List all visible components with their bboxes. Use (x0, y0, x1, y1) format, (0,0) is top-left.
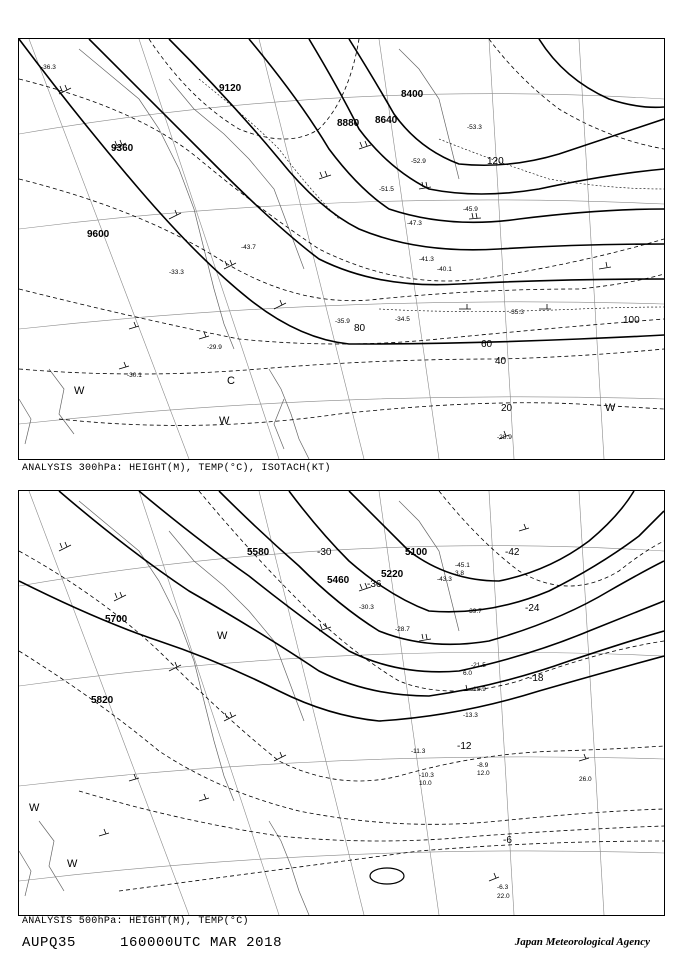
coastlines (19, 49, 459, 459)
temp-label: -45.9 (463, 206, 478, 213)
warm-center-label: W (605, 402, 616, 414)
height-label: 8400 (401, 89, 424, 100)
map-canvas-300hpa (19, 39, 664, 459)
dewpoint-label: 10.0 (419, 780, 432, 787)
temp-label: -30.3 (359, 604, 374, 611)
temp-label: -33.3 (169, 269, 184, 276)
isotherm-label: -18 (529, 673, 544, 684)
height-label: 5220 (381, 569, 404, 580)
temp-label: -8.9 (477, 762, 489, 769)
isotach-labels (354, 156, 640, 414)
height-label: 5580 (247, 547, 270, 558)
height-label: 8640 (375, 115, 398, 126)
dewpoint-label: 12.0 (477, 770, 490, 777)
isotachs (199, 79, 664, 312)
temp-label: -15.9 (471, 686, 486, 693)
height-label: 8880 (337, 118, 360, 129)
isotherm-label: -42 (505, 547, 520, 558)
temp-label: -35.3 (509, 309, 524, 316)
map-panel-500hpa (18, 490, 665, 916)
temp-label: -41.3 (419, 256, 434, 263)
temp-label: -11.3 (411, 748, 426, 755)
dewpoint-label: 3.8 (455, 570, 465, 577)
height-label: 9120 (219, 83, 242, 94)
temp-label: -21.5 (471, 662, 486, 669)
temp-label: -45.1 (455, 562, 470, 569)
temp-label: -39.7 (467, 608, 482, 615)
temp-label: -43.3 (437, 576, 452, 583)
temp-label: -6.3 (497, 884, 509, 891)
graticule (19, 39, 664, 459)
dewpoint-labels (419, 570, 592, 900)
height-label: 9600 (87, 229, 110, 240)
height-label: 5460 (327, 575, 350, 586)
closed-contour (370, 868, 404, 884)
temp-label: -28.7 (395, 626, 410, 633)
isotherm-label: -36 (367, 579, 382, 590)
caption-500hpa: ANALYSIS 500hPa: HEIGHT(M), TEMP(°C) (22, 916, 249, 927)
temp-label: -10.3 (419, 772, 434, 779)
wind-barbs (59, 524, 589, 881)
temp-label: -34.5 (395, 316, 410, 323)
chart-footer (22, 935, 282, 951)
isotherms (19, 491, 664, 891)
warm-center-label: W (217, 630, 228, 642)
dewpoint-label: 6.0 (463, 670, 473, 677)
height-labels (87, 83, 424, 240)
isotherm-label: -12 (457, 741, 472, 752)
isotach-label: 40 (495, 356, 507, 367)
map-canvas-500hpa (19, 491, 664, 915)
temperature-labels (41, 64, 524, 441)
temp-label: -52.9 (411, 158, 426, 165)
pressure-centers (29, 630, 228, 870)
dewpoint-label: 26.0 (579, 776, 592, 783)
temp-label: -28.9 (497, 434, 512, 441)
warm-center-label: W (67, 858, 78, 870)
isotherm-label: -30 (317, 547, 332, 558)
height-contours (19, 39, 664, 344)
height-label: 5820 (91, 695, 114, 706)
warm-center-label: W (74, 385, 85, 397)
isotach-label: 120 (487, 156, 504, 167)
temp-label: -40.1 (437, 266, 452, 273)
caption-300hpa: ANALYSIS 300hPa: HEIGHT(M), TEMP(°C), ISOTACH(KT) (22, 463, 331, 474)
temp-label: -30.1 (127, 372, 142, 379)
chart-id: AUPQ35 (22, 935, 77, 951)
isotach-label: 80 (354, 323, 366, 334)
height-label: 9360 (111, 143, 134, 154)
temp-label: -53.3 (467, 124, 482, 131)
valid-time: 160000UTC MAR 2018 (120, 935, 283, 951)
isotach-label: 20 (501, 403, 513, 414)
cold-center-label: C (227, 375, 235, 387)
temp-label: -36.3 (41, 64, 56, 71)
isotherm-label: -24 (525, 603, 540, 614)
isotherm-label: -6 (503, 835, 512, 846)
map-panel-300hpa (18, 38, 665, 460)
temp-label: -43.7 (241, 244, 256, 251)
temp-label: -47.3 (407, 220, 422, 227)
temp-label: -35.9 (335, 318, 350, 325)
height-label: 5100 (405, 547, 428, 558)
warm-center-label: W (29, 802, 40, 814)
dewpoint-label: 22.0 (497, 893, 510, 900)
warm-center-label: W (219, 415, 230, 427)
temp-label: -13.3 (463, 712, 478, 719)
isotach-label: 60 (481, 339, 493, 350)
temp-label: -29.9 (207, 344, 222, 351)
agency-name: Japan Meteorological Agency (514, 936, 650, 948)
temp-label: -51.5 (379, 186, 394, 193)
wind-barbs (59, 85, 611, 439)
isotach-label: 100 (623, 315, 640, 326)
height-label: 5700 (105, 614, 128, 625)
height-contours (19, 491, 664, 721)
